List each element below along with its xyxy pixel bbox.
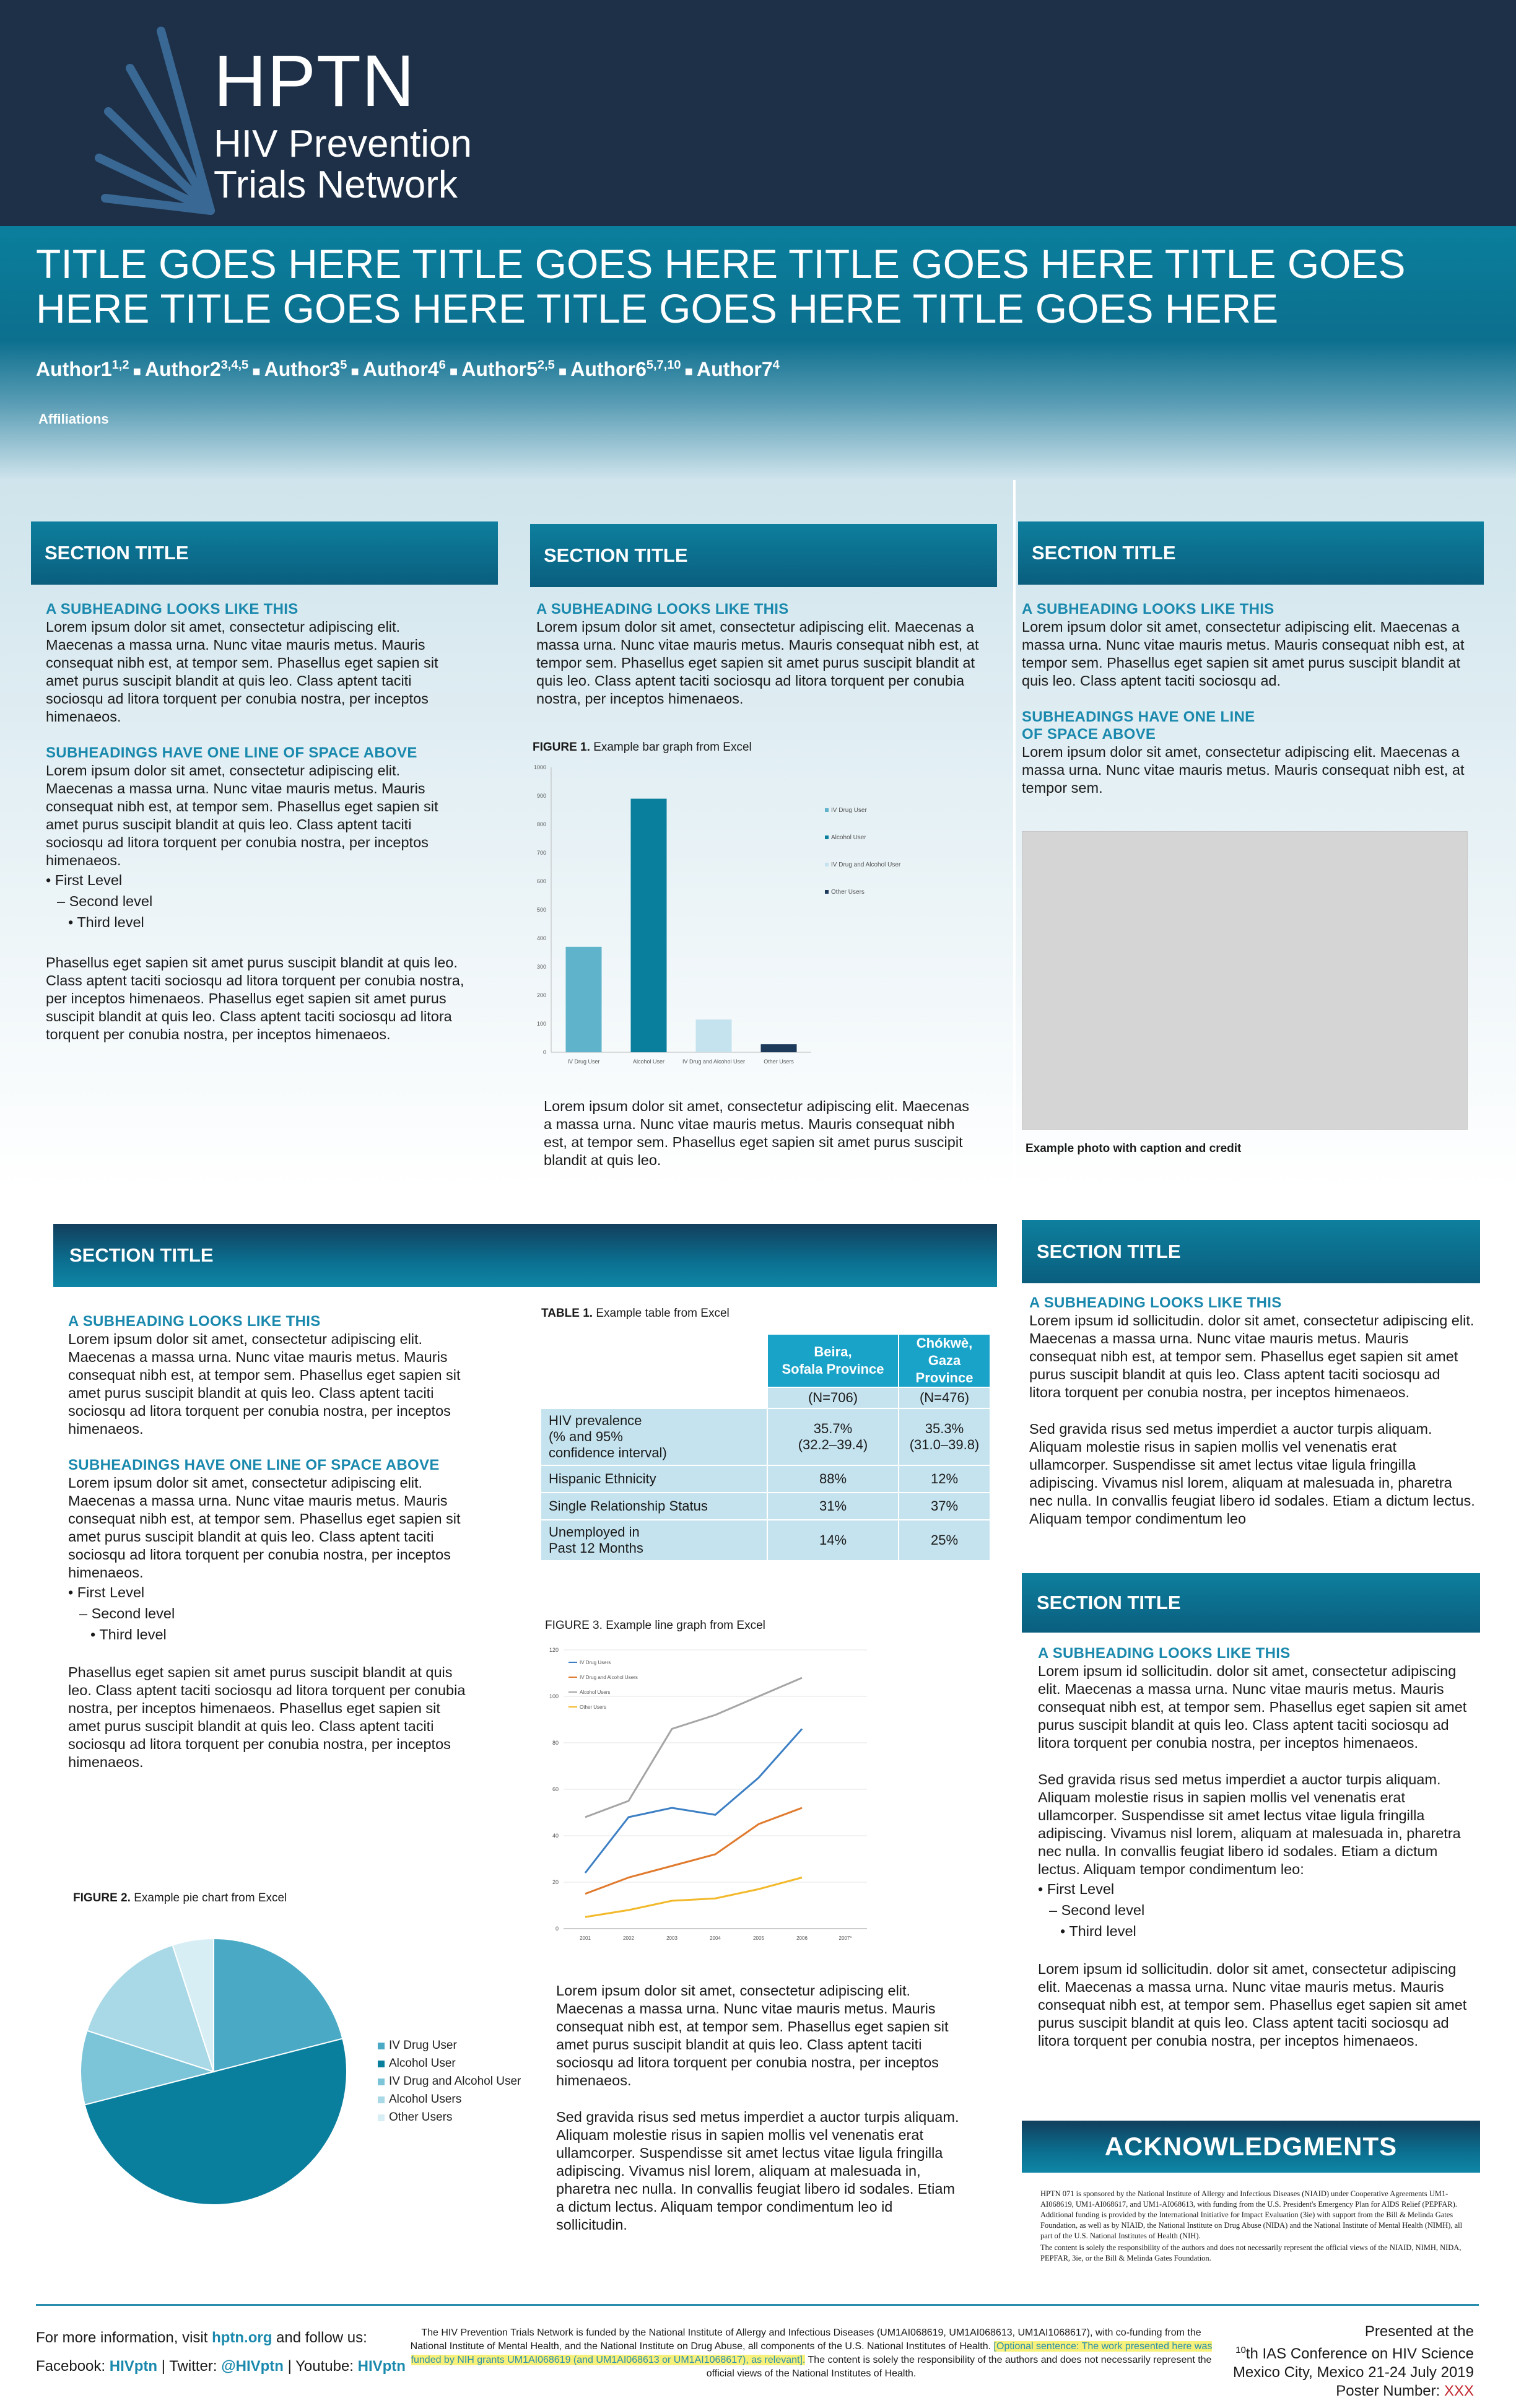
figure-1-caption bbox=[533, 741, 752, 754]
table-cell bbox=[541, 1408, 767, 1465]
x-tick-label: IV Drug and Alcohol User bbox=[682, 1058, 746, 1065]
column-divider bbox=[1013, 480, 1016, 1189]
ack-paragraph-1: HPTN 071 is sponsored by the National Institute of Allergy and Infectious Diseases (NIAID) under Cooperative Agreements UM1-AI068619, UM1-AI068617, and UM1-AI068613, with funding from the U.S. President's Emergency Plan for AIDS Relief (PEPFAR). Additional funding is provided by the International Initiative for Impact Evaluation (3ie) with support from the Bill & Melinda Gates Foundation, as well as by NIAID, the National Institute on Drug Abuse (NIDA) and the National Institute of Mental Health (NIMH), all part of the U.S. National Institutes of Health (NIH). bbox=[1040, 2189, 1463, 2240]
legend-label: IV Drug and Alcohol User bbox=[389, 2075, 521, 2088]
table-cell-line: Hispanic Ethnicity bbox=[549, 1471, 656, 1486]
y-tick-label: 300 bbox=[536, 964, 546, 970]
legend-label: Other Users bbox=[831, 889, 865, 896]
footer-info-prefix: For more information, visit bbox=[36, 2329, 212, 2346]
legend-swatch bbox=[825, 808, 829, 812]
y-tick-label: 120 bbox=[549, 1647, 559, 1653]
first-level-item: • First Level bbox=[1038, 1881, 1115, 1897]
table-cell-line: 35.3% bbox=[925, 1421, 964, 1436]
figure-3-line-chart bbox=[539, 1641, 879, 1945]
body-text: Lorem ipsum dolor sit amet, consectetur adipiscing elit. Maecenas a massa urna. Nunc vitae mauris metus. Mauris consequat nibh est, at tempor sem. Phasellus eget sapien sit amet purus suscipit blandit at quis leo. Class aptent taciti sociosqu ad. bbox=[1022, 619, 1465, 689]
table-cell-line: Unemployed in bbox=[549, 1524, 640, 1540]
col1-line1: Beira, bbox=[814, 1344, 852, 1359]
author-name: Author6 bbox=[570, 358, 647, 380]
body-text-sed: Sed gravida risus sed metus imperdiet a auctor turpis aliquam. Aliquam molestie risus in sapien mollis vel venenatis erat ullamcorper. Suspendisse sit amet lectus vitae ligula fringilla adipiscing. Vivamus nisl lorem, aliquam at malesuada in, pharetra nec nulla. In convallis feugiat libero id sodales. Etiam a dictum lectus. Aliquam tempor condimentum leo id sollicitudin. bbox=[556, 2109, 959, 2233]
footer-social-line bbox=[36, 2352, 432, 2381]
x-tick-label: IV Drug User bbox=[567, 1058, 600, 1065]
table-1-caption bbox=[541, 1307, 730, 1320]
first-level-item: • First Level bbox=[68, 1584, 145, 1600]
y-tick-label: 600 bbox=[536, 878, 546, 884]
funding-optional: [Optional sentence: The work presented here was funded by NIH grants UM1AI068619 (and UM1AI068613 or UM1AI1068617), as relevant]. bbox=[411, 2341, 1213, 2365]
twitter-label: | Twitter: bbox=[157, 2358, 222, 2375]
subheading: A SUBHEADING LOOKS LIKE THIS bbox=[1029, 1294, 1282, 1311]
figure-1-text: Example bar graph from Excel bbox=[593, 741, 752, 754]
author-separator: ■ bbox=[347, 364, 363, 379]
subheading: A SUBHEADING LOOKS LIKE THIS bbox=[1038, 1645, 1291, 1662]
body-text: Lorem ipsum dolor sit amet, consectetur adipiscing elit. Maecenas a massa urna. Nunc vitae mauris metus. Mauris consequat nibh est, at tempor sem. Phasellus eget sapien sit amet purus suscipit blandit at quis leo. Class aptent taciti sociosqu ad litora torquent per conubia nostra, per inceptos himenaeos. bbox=[556, 1983, 949, 2088]
table-cell bbox=[541, 1493, 767, 1520]
series-line bbox=[585, 1678, 802, 1817]
figure-2-text: Example pie chart from Excel bbox=[134, 1891, 287, 1904]
column-2 bbox=[536, 601, 988, 708]
section-title-c1: SECTION TITLE bbox=[31, 521, 498, 585]
table-cell-line: (31.0–39.8) bbox=[909, 1437, 980, 1452]
ack-paragraph-2: The content is solely the responsibility of the authors and does not necessarily represent the official views of the NIAID, NIMH, NIDA, PEPFAR, 3ie, or the Bill & Melinda Gates Foundation. bbox=[1040, 2243, 1462, 2262]
bar bbox=[631, 799, 667, 1052]
author-affiliation-sup: 5 bbox=[340, 358, 347, 372]
subheading-2a: SUBHEADINGS HAVE ONE LINE bbox=[1022, 709, 1255, 725]
x-tick-label: Alcohol User bbox=[632, 1058, 665, 1065]
table-n-empty bbox=[541, 1387, 767, 1408]
author-separator: ■ bbox=[681, 364, 697, 379]
table-row bbox=[541, 1493, 990, 1520]
legend-label: IV Drug and Alcohol Users bbox=[580, 1675, 638, 1680]
x-tick-label: 2001 bbox=[580, 1935, 591, 1941]
y-tick-label: 1000 bbox=[533, 764, 546, 770]
logo-hptn: HPTN bbox=[214, 40, 416, 122]
x-tick-label: 2007* bbox=[839, 1935, 852, 1941]
author-affiliation-sup: 1,2 bbox=[111, 358, 129, 372]
table-n2: (N=476) bbox=[899, 1387, 990, 1408]
footer-divider bbox=[36, 2304, 1479, 2306]
table-cell bbox=[899, 1520, 990, 1561]
acknowledgments-heading: ACKNOWLEDGMENTS bbox=[1104, 2132, 1398, 2161]
figure-2-pie-chart bbox=[74, 1926, 545, 2223]
legend-swatch bbox=[825, 835, 829, 839]
funding-text: The HIV Prevention Trials Network is funded by the National Institute of Allergy and Infectious Diseases (UM1AI068619, UM1AI068613, UM1AI1068617), with co-funding from the National Institute of Mental Health, and the National Institute on Drug Abuse, all components of the U.S. National Institutes of Health. bbox=[410, 2327, 1201, 2352]
poster-number-label: Poster Number: bbox=[1336, 2383, 1444, 2399]
table-1-text: Example table from Excel bbox=[596, 1307, 730, 1320]
legend-label: IV Drug Users bbox=[580, 1660, 611, 1665]
section-title-c3: SECTION TITLE bbox=[1018, 521, 1484, 585]
logo-line2: Trials Network bbox=[214, 164, 458, 206]
footer-presented bbox=[1189, 2323, 1474, 2401]
lower-mid-text bbox=[556, 1982, 965, 2234]
figure-2-caption bbox=[73, 1891, 287, 1905]
table-cell bbox=[899, 1493, 990, 1520]
y-tick-label: 500 bbox=[536, 907, 546, 913]
bar bbox=[761, 1044, 797, 1052]
table-cell bbox=[767, 1465, 899, 1493]
body-text-closing: Lorem ipsum id sollicitudin. dolor sit amet, consectetur adipiscing elit. Maecenas a massa urna. Nunc vitae mauris metus. Mauris consequat nibh est, at tempor sem. Phasellus eget sapien sit amet purus suscipit blandit at quis leo. Class aptent taciti sociosqu ad litora torquent per conubia nostra, per inceptos himenaeos. bbox=[1038, 1961, 1467, 2049]
twitter-link[interactable]: @HIVptn bbox=[221, 2358, 284, 2375]
column-1 bbox=[46, 601, 467, 1044]
table-col1-header bbox=[767, 1334, 899, 1387]
section-title-lower-right-1: SECTION TITLE bbox=[1022, 1220, 1480, 1283]
third-level-item: • Third level bbox=[68, 914, 144, 930]
legend-label: Alcohol User bbox=[831, 834, 866, 841]
y-tick-label: 0 bbox=[555, 1926, 559, 1932]
body-text-phasellus: Phasellus eget sapien sit amet purus suscipit blandit at quis leo. Class aptent taciti sociosqu ad litora torquent per conubia nostra, per inceptos himenaeos. Phasellus eget sapien sit amet purus suscipit blandit at quis leo. Class aptent taciti sociosqu ad litora torquent per conubia nostra, per inceptos himenaeos. bbox=[46, 954, 464, 1042]
table-cell bbox=[767, 1520, 899, 1561]
legend-swatch bbox=[378, 2096, 385, 2103]
figure-3-label: FIGURE 3. bbox=[545, 1619, 603, 1632]
table-cell-line: Past 12 Months bbox=[549, 1540, 643, 1556]
poster-number: XXX bbox=[1444, 2383, 1474, 2399]
body-text-sed: Sed gravida risus sed metus imperdiet a auctor turpis aliquam. Aliquam molestie risus in sapien mollis vel venenatis erat ullamcorper. Suspendisse sit amet lectus vitae ligula fringilla adipiscing. Vivamus nisl lorem, aliquam at malesuada in, pharetra nec nulla. In convallis feugiat libero id sodales. Etiam a dictum lectus. Aliquam tempor condimentum leo: bbox=[1038, 1771, 1461, 1877]
body-text: Lorem ipsum id sollicitudin. dolor sit amet, consectetur adipiscing elit. Maecenas a massa urna. Nunc vitae mauris metus. Mauris consequat nibh est, at tempor sem. Phasellus eget sapien sit amet purus suscipit blandit at quis leo. Class aptent taciti sociosqu ad litora torquent per conubia nostra, per inceptos himenaeos. bbox=[1029, 1312, 1475, 1400]
author-separator: ■ bbox=[248, 364, 264, 379]
author-name: Author7 bbox=[697, 358, 773, 380]
facebook-link[interactable]: HIVptn bbox=[109, 2358, 158, 2375]
col2-line1: Chókwè, bbox=[916, 1335, 973, 1351]
table-corner-cell bbox=[541, 1334, 767, 1387]
body-text: Lorem ipsum dolor sit amet, consectetur adipiscing elit. Maecenas a massa urna. Nunc vitae mauris metus. Mauris consequat nibh est, at tempor sem. Phasellus eget sapien sit amet purus suscipit blandit at quis leo. Class aptent taciti sociosqu ad litora torquent per conubia nostra, per inceptos himenaeos. bbox=[536, 619, 979, 707]
author-name: Author4 bbox=[362, 358, 439, 380]
footer-site-link[interactable]: hptn.org bbox=[212, 2329, 272, 2346]
y-tick-label: 0 bbox=[542, 1049, 546, 1055]
legend-label: Alcohol Users bbox=[580, 1690, 611, 1695]
subheading: A SUBHEADING LOOKS LIKE THIS bbox=[1022, 601, 1274, 617]
poster-number-line bbox=[1189, 2382, 1474, 2401]
legend-label: Other Users bbox=[580, 1704, 607, 1710]
legend-label: Other Users bbox=[389, 2111, 453, 2124]
author-name: Author5 bbox=[461, 358, 538, 380]
photo-caption: Example photo with caption and credit bbox=[1026, 1142, 1242, 1155]
author-name: Author3 bbox=[264, 358, 341, 380]
y-tick-label: 100 bbox=[536, 1021, 546, 1027]
bullet-list bbox=[46, 870, 467, 933]
footer-info-line bbox=[36, 2324, 432, 2352]
poster-title: TITLE GOES HERE TITLE GOES HERE TITLE GOES HERE TITLE GOES HERE TITLE GOES HERE TITLE GOES HERE TITLE GOES HERE bbox=[36, 241, 1406, 331]
legend-swatch bbox=[378, 2043, 385, 2049]
author-separator: ■ bbox=[554, 364, 571, 379]
table-1-label: TABLE 1. bbox=[541, 1307, 593, 1320]
presented-at: Presented at the bbox=[1364, 2323, 1474, 2340]
x-tick-label: 2004 bbox=[710, 1935, 721, 1941]
table-row bbox=[541, 1408, 990, 1465]
funding-disclaimer: The content is solely the responsibility of the authors and does not necessarily represent the official views of the National Institutes of Health. bbox=[706, 2355, 1212, 2379]
column-3 bbox=[1022, 601, 1480, 797]
series-line bbox=[585, 1878, 802, 1917]
lower-right-text-1 bbox=[1029, 1294, 1475, 1528]
y-tick-label: 100 bbox=[549, 1693, 559, 1699]
footer-info-suffix: and follow us: bbox=[272, 2329, 367, 2346]
author-name: Author1 bbox=[36, 358, 112, 380]
footer-contact bbox=[36, 2324, 432, 2381]
table-cell bbox=[767, 1493, 899, 1520]
x-tick-label: Other Users bbox=[764, 1058, 794, 1065]
y-tick-label: 200 bbox=[536, 992, 546, 998]
x-tick-label: 2005 bbox=[753, 1935, 764, 1941]
table-cell bbox=[541, 1465, 767, 1493]
x-tick-label: 2003 bbox=[666, 1935, 677, 1941]
col1-line2: Sofala Province bbox=[782, 1361, 884, 1377]
table-cell bbox=[899, 1465, 990, 1493]
section-title-c2: SECTION TITLE bbox=[530, 524, 997, 587]
table-cell-line: 88% bbox=[819, 1471, 847, 1486]
legend-label: IV Drug and Alcohol User bbox=[831, 862, 901, 868]
series-line bbox=[585, 1729, 802, 1874]
body-text: Lorem ipsum dolor sit amet, consectetur adipiscing elit. Maecenas a massa urna. Nunc vitae mauris metus. Mauris consequat nibh est, at tempor sem. Phasellus eget sapien sit amet purus suscipit blandit at quis leo. Class aptent taciti sociosqu ad litora torquent per conubia nostra, per inceptos himenaeos. bbox=[68, 1475, 461, 1581]
affiliations: Affiliations bbox=[38, 411, 109, 427]
author-affiliation-sup: 3,4,5 bbox=[220, 358, 249, 372]
legend-label: Alcohol User bbox=[389, 2057, 456, 2070]
table-cell-line: confidence interval) bbox=[549, 1445, 667, 1460]
y-tick-label: 80 bbox=[552, 1740, 559, 1746]
y-tick-label: 400 bbox=[536, 935, 546, 941]
author-separator: ■ bbox=[445, 364, 462, 379]
body-text-sed: Sed gravida risus sed metus imperdiet a auctor turpis aliquam. Aliquam molestie risus in sapien mollis vel venenatis erat ullamcorper. Suspendisse sit amet lectus vitae ligula fringilla adipiscing. Vivamus nisl lorem, aliquam at malesuada in, pharetra nec nulla. In convallis feugiat libero id sodales. Etiam a dictum lectus. Aliquam tempor condimentum leo bbox=[1029, 1421, 1475, 1527]
body-text: Lorem ipsum id sollicitudin. dolor sit amet, consectetur adipiscing elit. Maecenas a massa urna. Nunc vitae mauris metus. Mauris consequat nibh est, at tempor sem. Phasellus eget sapien sit amet purus suscipit blandit at quis leo. Class aptent taciti sociosqu ad litora torquent per conubia nostra, per inceptos himenaeos. bbox=[1038, 1663, 1467, 1751]
legend-swatch bbox=[825, 890, 829, 894]
legend-label: IV Drug User bbox=[831, 807, 867, 814]
y-tick-label: 60 bbox=[552, 1786, 559, 1792]
conference-sup: 10 bbox=[1235, 2345, 1246, 2355]
conference-line bbox=[1189, 2341, 1474, 2363]
youtube-label: | Youtube: bbox=[283, 2358, 358, 2375]
x-tick-label: 2002 bbox=[623, 1935, 634, 1941]
footer-funding bbox=[409, 2326, 1214, 2381]
figure-1-bar-chart bbox=[526, 759, 960, 1068]
table-cell-line: HIV prevalence bbox=[549, 1413, 642, 1428]
body-text-figure1: Lorem ipsum dolor sit amet, consectetur adipiscing elit. Maecenas a massa urna. Nunc vitae mauris metus. Mauris consequat nibh est, at tempor sem. Phasellus eget sapien sit amet purus suscipit blandit at quis leo. bbox=[544, 1098, 970, 1168]
authors-line bbox=[36, 358, 780, 381]
lower-right-text-2 bbox=[1038, 1645, 1471, 2050]
table-col2-header bbox=[899, 1334, 990, 1387]
table-cell bbox=[767, 1408, 899, 1465]
figure-1-label: FIGURE 1. bbox=[533, 741, 590, 754]
second-level-item: – Second level bbox=[57, 893, 153, 909]
y-tick-label: 700 bbox=[536, 850, 546, 856]
table-n-row bbox=[541, 1387, 990, 1408]
section-title-lower-left: SECTION TITLE bbox=[53, 1224, 997, 1287]
y-tick-label: 40 bbox=[552, 1833, 559, 1839]
acknowledgments-title bbox=[1022, 2121, 1480, 2173]
legend-swatch bbox=[378, 2114, 385, 2121]
table-cell bbox=[541, 1520, 767, 1561]
table-cell-line: (32.2–39.4) bbox=[798, 1437, 868, 1452]
table-header-row bbox=[541, 1334, 990, 1387]
legend-label: Alcohol Users bbox=[389, 2093, 462, 2106]
x-tick-label: 2006 bbox=[796, 1935, 808, 1941]
youtube-link[interactable]: HIVptn bbox=[357, 2358, 406, 2375]
table-row bbox=[541, 1465, 990, 1493]
table-n1: (N=706) bbox=[767, 1387, 899, 1408]
series-line bbox=[585, 1808, 802, 1894]
table-cell-line: (% and 95% bbox=[549, 1429, 623, 1444]
author-affiliation-sup: 4 bbox=[772, 358, 780, 372]
legend-swatch bbox=[378, 2079, 385, 2085]
body-text: Lorem ipsum dolor sit amet, consectetur adipiscing elit. Maecenas a massa urna. Nunc vitae mauris metus. Mauris consequat nibh est, at tempor sem. Phasellus eget sapien sit amet purus suscipit blandit at quis leo. Class aptent taciti sociosqu ad litora torquent per conubia nostra, per inceptos himenaeos. bbox=[68, 1331, 461, 1437]
figure-3-caption bbox=[545, 1619, 765, 1633]
legend-label: IV Drug User bbox=[389, 2039, 457, 2052]
body-text: Lorem ipsum dolor sit amet, consectetur adipiscing elit. Maecenas a massa urna. Nunc vitae mauris metus. Mauris consequat nibh est, at tempor sem. Phasellus eget sapien sit amet purus suscipit blandit at quis leo. Class aptent taciti sociosqu ad litora torquent per conubia nostra, per inceptos himenaeos. bbox=[46, 762, 438, 868]
table-1 bbox=[540, 1333, 991, 1561]
photo-placeholder bbox=[1022, 831, 1468, 1130]
figure-2-label: FIGURE 2. bbox=[73, 1891, 131, 1904]
subheading: A SUBHEADING LOOKS LIKE THIS bbox=[536, 601, 789, 617]
bullet-list bbox=[1038, 1878, 1471, 1942]
table-cell-line: 12% bbox=[930, 1471, 959, 1486]
bar bbox=[696, 1019, 732, 1052]
legend-swatch bbox=[825, 863, 829, 866]
y-tick-label: 800 bbox=[536, 821, 546, 827]
body-text-phasellus: Phasellus eget sapien sit amet purus suscipit blandit at quis leo. Class aptent taciti sociosqu ad litora torquent per conubia nostra, per inceptos himenaeos. Phasellus eget sapien sit amet purus suscipit blandit at quis leo. Class aptent taciti sociosqu ad litora torquent per conubia nostra, per inceptos himenaeos. bbox=[68, 1664, 466, 1770]
subheading: A SUBHEADING LOOKS LIKE THIS bbox=[68, 1313, 321, 1330]
second-level-item: – Second level bbox=[1049, 1902, 1145, 1918]
subheading-2: SUBHEADINGS HAVE ONE LINE OF SPACE ABOVE bbox=[46, 744, 417, 761]
facebook-label: Facebook: bbox=[36, 2358, 110, 2375]
table-row bbox=[541, 1520, 990, 1561]
table-cell-line: 25% bbox=[930, 1532, 959, 1548]
table-cell bbox=[899, 1408, 990, 1465]
subheading-2b: OF SPACE ABOVE bbox=[1022, 726, 1156, 743]
legend-swatch bbox=[378, 2061, 385, 2067]
figure-3-text: Example line graph from Excel bbox=[606, 1619, 765, 1632]
bullet-list bbox=[68, 1582, 471, 1645]
logo-rays-icon bbox=[93, 12, 229, 217]
table-cell-line: 35.7% bbox=[813, 1421, 853, 1436]
y-tick-label: 900 bbox=[536, 793, 546, 799]
third-level-item: • Third level bbox=[1060, 1923, 1136, 1939]
section-title-lower-right-2: SECTION TITLE bbox=[1022, 1573, 1480, 1633]
table-cell-line: Single Relationship Status bbox=[549, 1498, 708, 1514]
y-tick-label: 20 bbox=[552, 1879, 559, 1885]
logo-line1: HIV Prevention bbox=[214, 123, 472, 165]
subheading-2: SUBHEADINGS HAVE ONE LINE OF SPACE ABOVE bbox=[68, 1457, 440, 1473]
body-text: Lorem ipsum dolor sit amet, consectetur adipiscing elit. Maecenas a massa urna. Nunc vitae mauris metus. Mauris consequat nibh est, at tempor sem. Phasellus eget sapien sit amet purus suscipit blandit at quis leo. Class aptent taciti sociosqu ad litora torquent per conubia nostra, per inceptos himenaeos. bbox=[46, 619, 438, 725]
conference-name: th IAS Conference on HIV Science bbox=[1245, 2345, 1474, 2362]
lower-left-text bbox=[68, 1313, 471, 1771]
author-affiliation-sup: 6 bbox=[438, 358, 446, 372]
acknowledgments-body bbox=[1040, 2189, 1463, 2264]
subheading: A SUBHEADING LOOKS LIKE THIS bbox=[46, 601, 298, 617]
first-level-item: • First Level bbox=[46, 872, 123, 888]
conference-location: Mexico City, Mexico 21-24 July 2019 bbox=[1232, 2364, 1474, 2381]
author-name: Author2 bbox=[144, 358, 221, 380]
body-text: Lorem ipsum dolor sit amet, consectetur adipiscing elit. Maecenas a massa urna. Nunc vitae mauris metus. Mauris consequat nibh est, at tempor sem. bbox=[1022, 744, 1465, 796]
table-cell-line: 37% bbox=[930, 1498, 959, 1514]
author-affiliation-sup: 5,7,10 bbox=[646, 358, 681, 372]
table-cell-line: 14% bbox=[819, 1532, 847, 1548]
third-level-item: • Third level bbox=[90, 1626, 167, 1642]
author-affiliation-sup: 2,5 bbox=[537, 358, 555, 372]
col2-line2: Gaza Province bbox=[915, 1353, 974, 1385]
author-separator: ■ bbox=[129, 364, 145, 379]
table-cell-line: 31% bbox=[819, 1498, 847, 1514]
second-level-item: – Second level bbox=[79, 1605, 175, 1621]
bar bbox=[566, 947, 602, 1052]
